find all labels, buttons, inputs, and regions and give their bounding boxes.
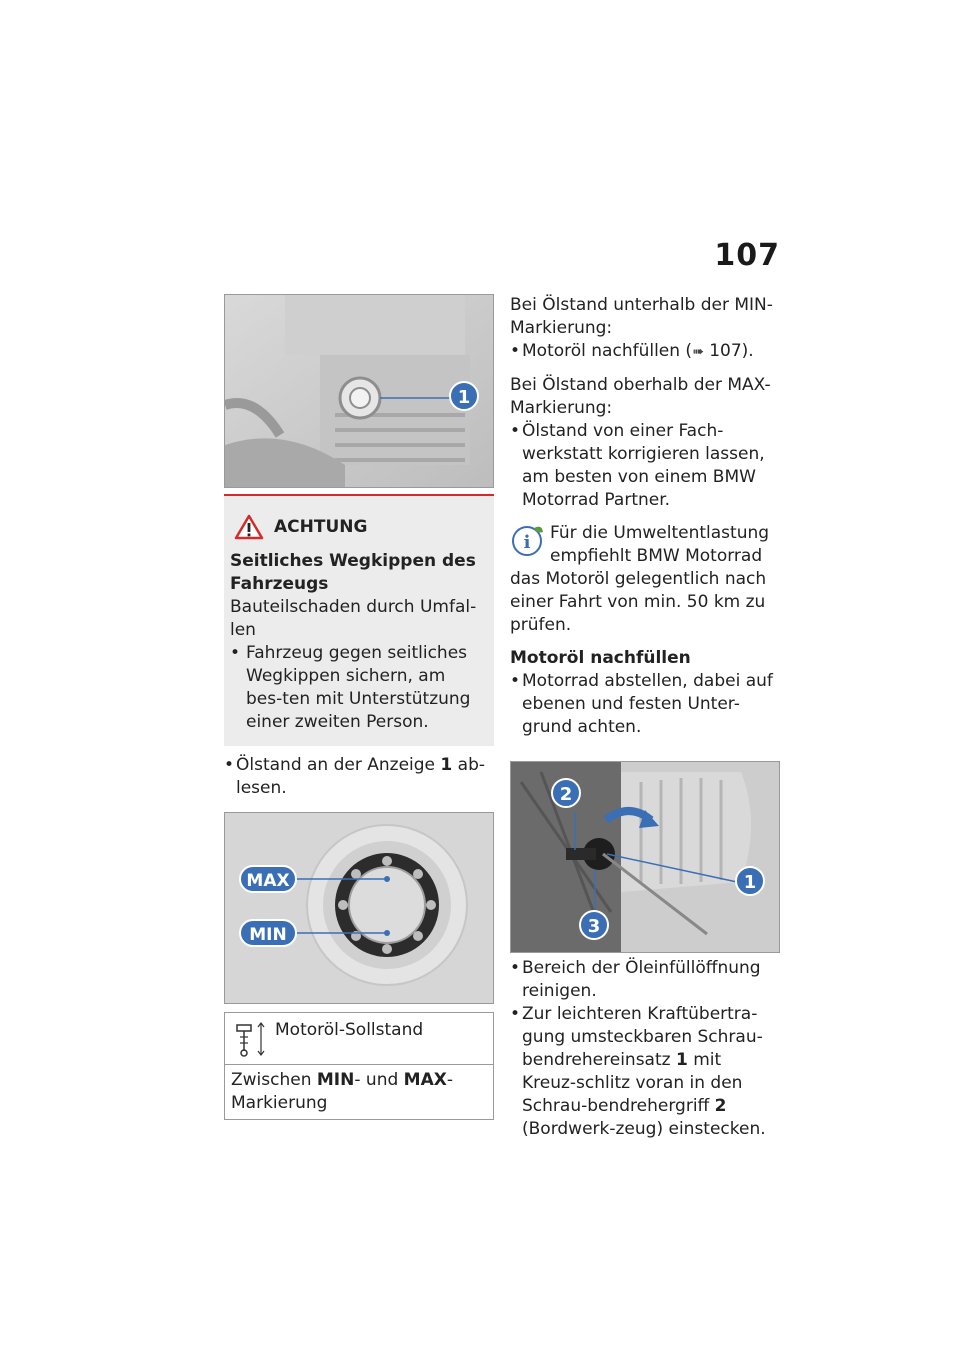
page-number: 107: [714, 238, 780, 273]
step-clean-filler-opening: • Bereich der Öleinfüllöffnung reinigen.: [510, 957, 780, 1003]
environment-note: i Für die Umweltentlastung empfiehlt BMW Motorrad das Motoröl gelegentlich nach einer Fahrt von min. 50 km zu prüfen.: [510, 523, 770, 635]
warning-triangle-icon: [234, 514, 264, 540]
warning-heading: Seitliches Wegkippen des Fahrzeugs: [230, 551, 476, 594]
above-max-action: • Ölstand von einer Fach-werkstatt korrigieren lassen, am besten von einem BMW Motorrad Partner.: [510, 420, 780, 512]
callout-1-badge-figure3: 1: [735, 866, 765, 896]
figure-oil-sight-glass-engine: [224, 294, 494, 488]
left-column: [224, 294, 494, 1120]
arrow-reference-icon: ➠: [692, 344, 704, 360]
section-title: Motoröl nachfüllen: [510, 648, 691, 668]
below-min-action: • Motoröl nachfüllen (➠ 107).: [510, 340, 780, 364]
callout-1-badge: 1: [449, 381, 479, 411]
oil-spec-table: [224, 1012, 494, 1120]
oil-spec-label-row: [225, 1013, 493, 1065]
above-max-condition: Bei Ölstand oberhalb der MAX-Markierung:: [510, 375, 771, 418]
step-read-oil-level: • Ölstand an der Anzeige 1 ab-lesen.: [224, 754, 494, 800]
environment-note-icon: [510, 522, 544, 562]
right-column: [510, 294, 780, 1141]
min-label-badge: MIN: [239, 919, 297, 947]
warning-header: [234, 514, 486, 540]
below-min-condition: Bei Ölstand unterhalb der MIN-Markierung:: [510, 295, 773, 338]
oil-spec-value: Zwischen MIN- und MAX-Markierung: [231, 1070, 453, 1113]
warning-box: [224, 494, 494, 746]
oil-spec-label: Motoröl-Sollstand: [275, 1020, 424, 1040]
step-park-motorcycle: • Motorrad abstellen, dabei auf ebenen und festen Unter-grund achten.: [510, 670, 780, 739]
svg-text:i: i: [523, 532, 531, 553]
callout-3-badge: 3: [579, 910, 609, 940]
oil-level-icon: [231, 1019, 269, 1059]
warning-action: • Fahrzeug gegen seitliches Wegkippen sichern, am bes-ten mit Unterstützung einer zweiten Person.: [230, 642, 486, 734]
sight-glass-illustration: [225, 813, 493, 1003]
figure-oil-sight-glass-detail: [224, 812, 494, 1004]
figure-oil-filler-screwdriver: [510, 761, 780, 953]
max-label-badge: MAX: [239, 865, 297, 893]
warning-cause: Bauteilschaden durch Umfal-len: [230, 597, 477, 640]
warning-title: ACHTUNG: [274, 516, 368, 537]
step-insert-screwdriver-bit: • Zur leichteren Kraftübertra-gung umsteckbaren Schrau-bendrehereinsatz 1 mit Kreuz-schlitz voran in den Schrau-bendrehergriff 2 (Bordwerk-zeug) einstecken.: [510, 1003, 780, 1141]
callout-2-badge: 2: [551, 778, 581, 808]
